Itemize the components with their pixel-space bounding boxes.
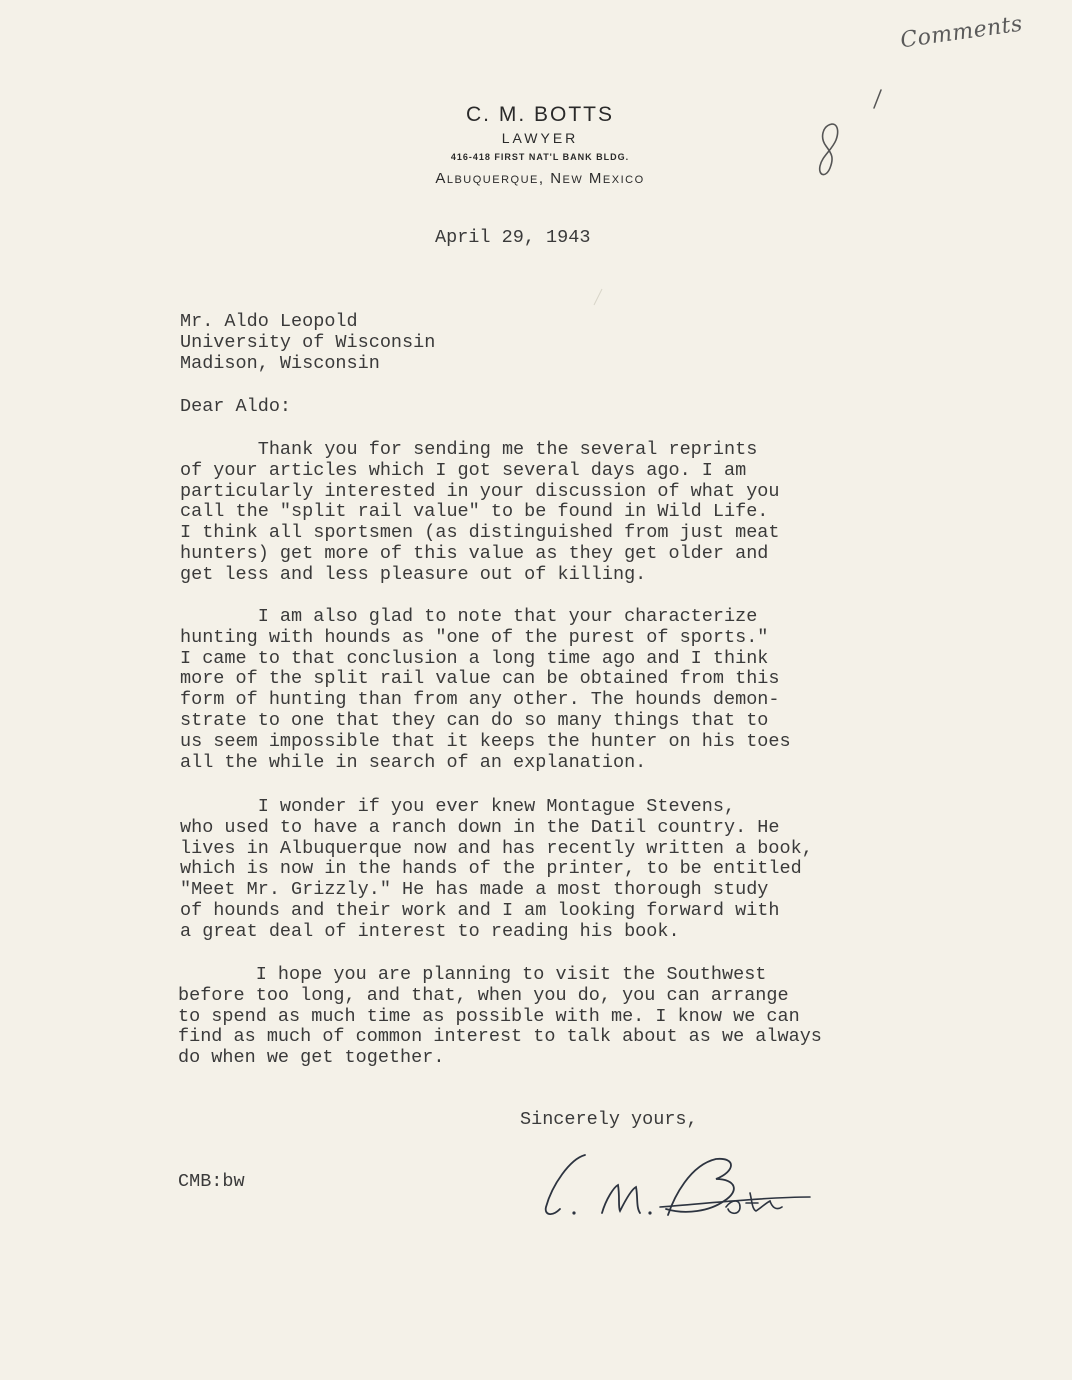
body-paragraph-3: I wonder if you ever knew Montague Stevens, who used to have a ranch down in the Datil country. He lives in Albuquerque now and has recently written a book, which is now in the hands of the printer, to be entitled "Meet Mr. Grizzly." He has made a most thorough study of hounds and their work and I am looking forward with a great deal of interest to reading his book. [180,796,813,942]
letterhead-address: 416-418 FIRST NAT'L BANK BLDG. [450,152,630,162]
letterhead-city: Albuquerque, New Mexico [435,170,645,187]
paper-crease-mark [592,288,604,306]
handwritten-signature [540,1145,815,1230]
recipient-line-3: Madison, Wisconsin [180,352,380,374]
handwritten-number-eight [812,120,848,182]
body-paragraph-4: I hope you are planning to visit the Southwest before too long, and that, when you do, you can arrange to spend as much time as possible with me. I know we can find as much of common interest to talk about as we always do when we get together. [178,964,822,1069]
letterhead-name: C. M. BOTTS [466,103,614,126]
closing-line: Sincerely yours, [520,1109,698,1130]
recipient-line-1: Mr. Aldo Leopold [180,311,358,332]
letterhead-title: LAWYER [501,130,579,146]
handwritten-comments-note: Comments [898,11,1025,54]
typist-initials: CMB:bw [178,1171,245,1192]
recipient-address [180,312,435,374]
body-paragraph-1: Thank you for sending me the several reprints of your articles which I got several days ago. I am particularly interested in your discussion of what you call the "split rail value" to be found in Wild Life. I think all sportsmen (as distinguished from just meat hunters) get more of this value as they get older and get less and less pleasure out of killing. [180,439,780,585]
recipient-line-2: University of Wisconsin [180,331,436,353]
handwritten-slash-mark [870,88,884,110]
letterhead [380,100,700,190]
body-paragraph-2: I am also glad to note that your characterize hunting with hounds as "one of the purest of sports." I came to that conclusion a long time ago and I think more of the split rail value can be obtained from this form of hunting than from any other. The hounds demon- strate to one that they can do so many things that to us seem impossible that it keeps the hunter on his toes all the while in search of an explanation. [180,606,791,773]
letter-date: April 29, 1943 [435,227,591,248]
salutation: Dear Aldo: [180,396,292,417]
